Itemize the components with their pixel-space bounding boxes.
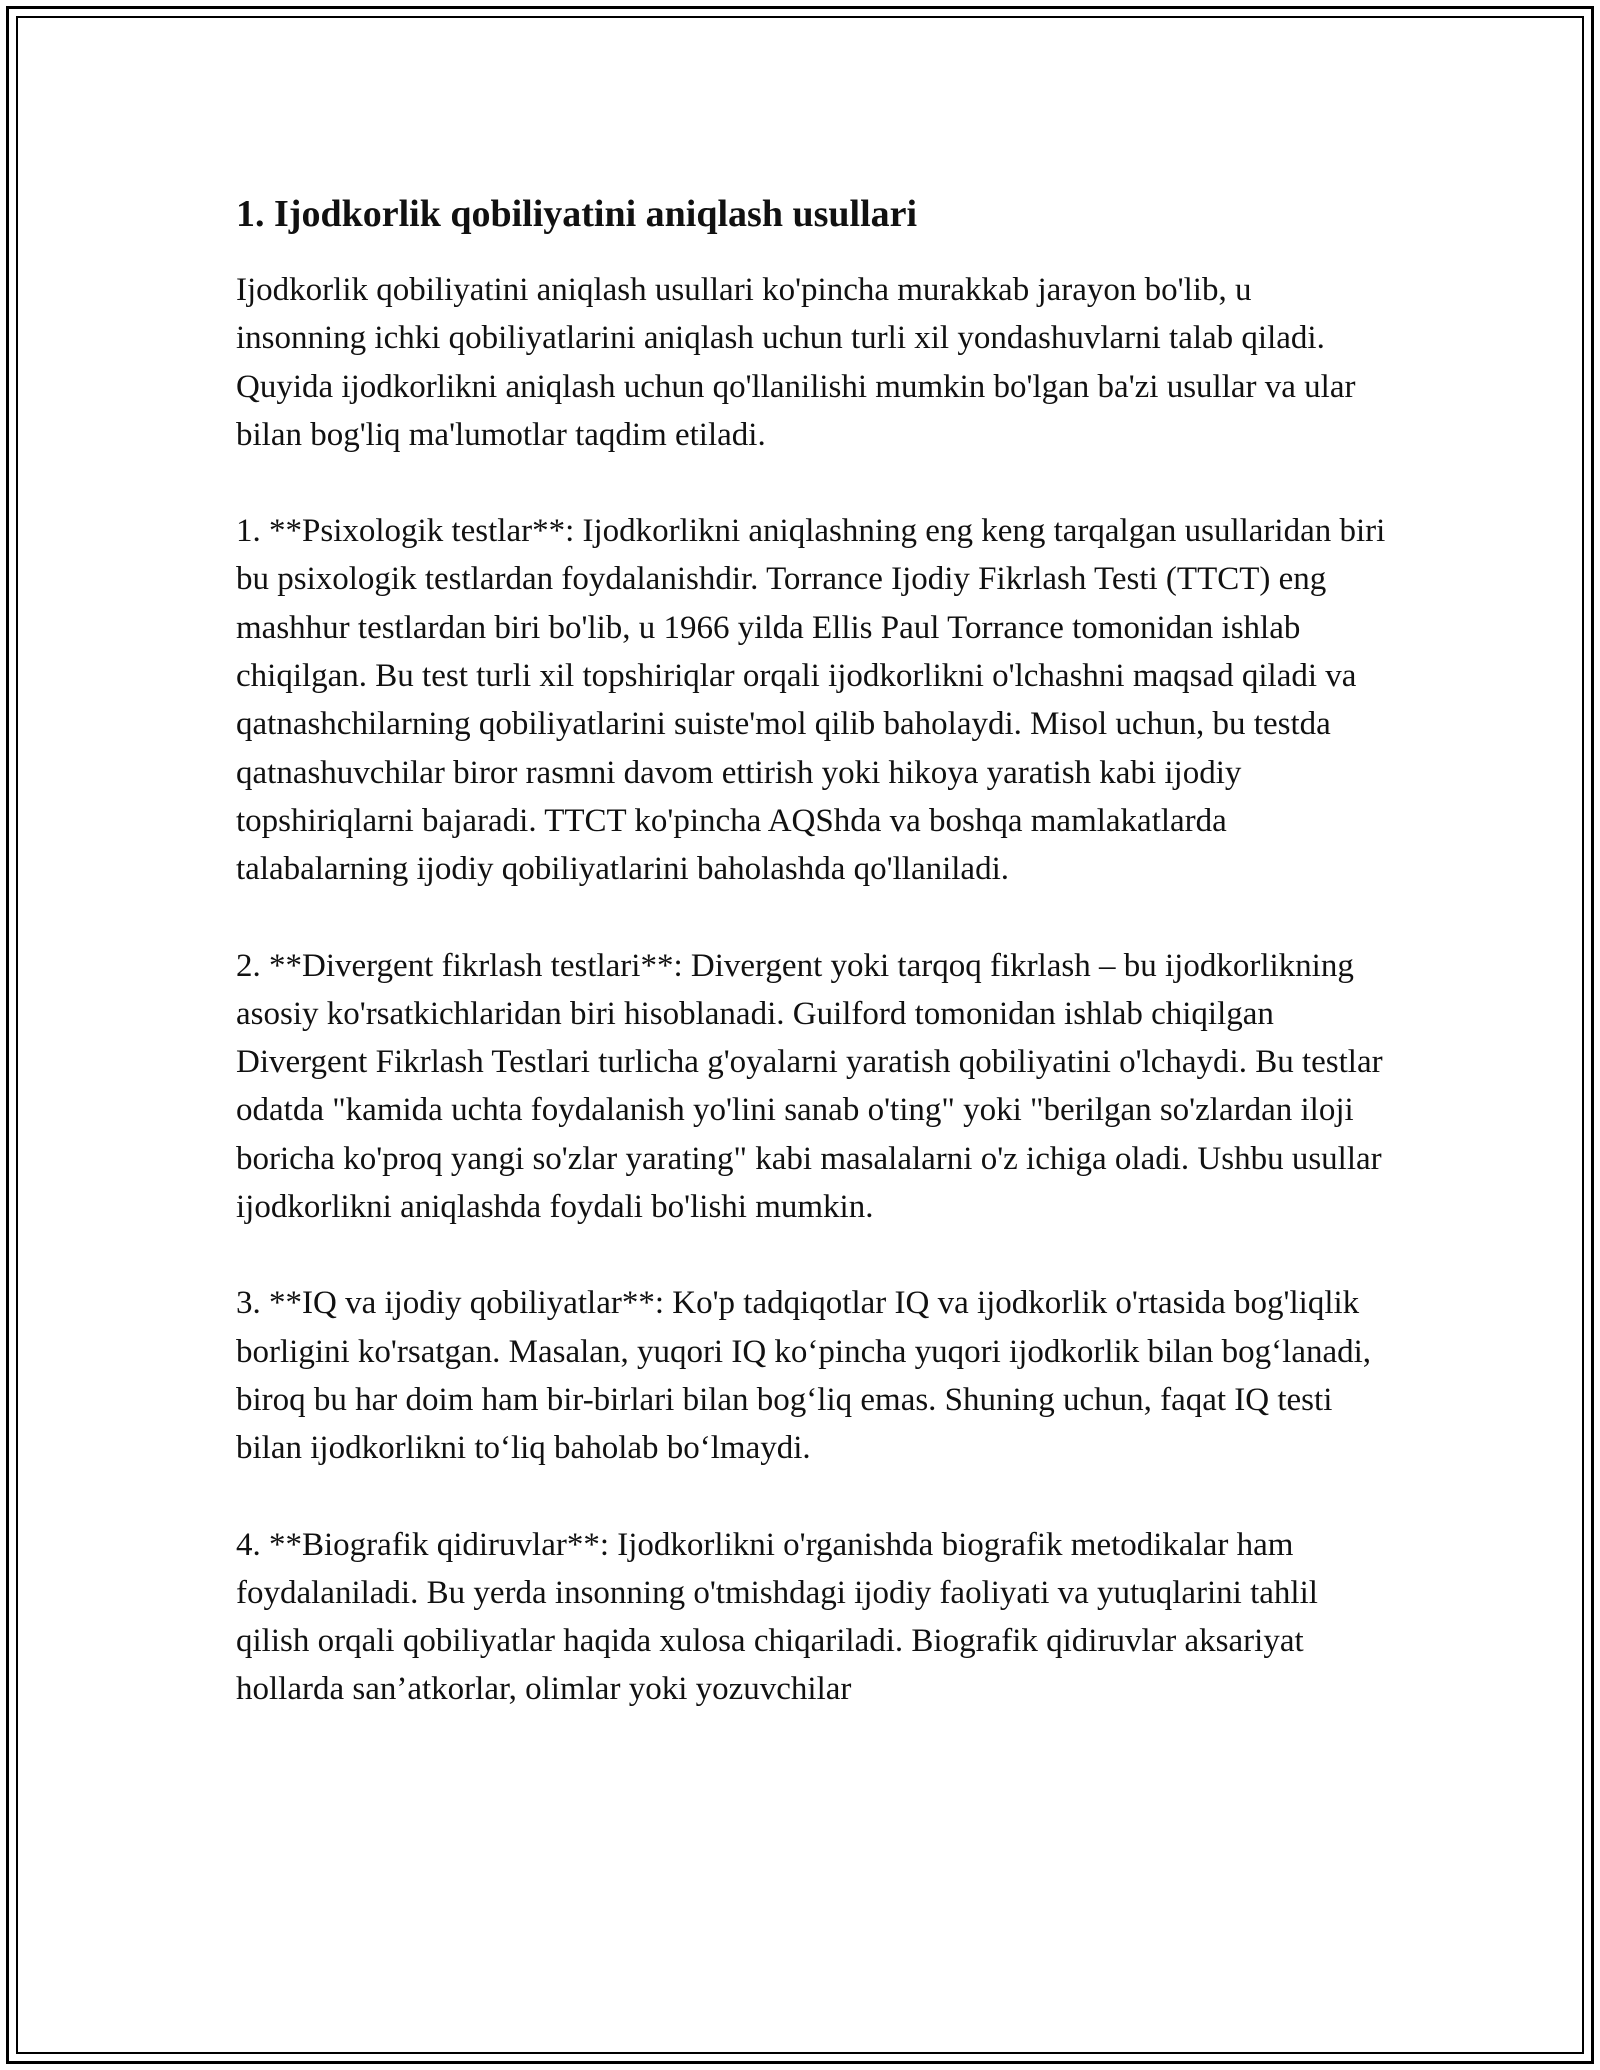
paragraph-biographical-research: 4. **Biografik qidiruvlar**: Ijodkorlikni o'rganishda biografik metodikalar ham foydalaniladi. Bu yerda insonning o'tmishdagi ijodiy faoliyati va yutuqlarini tahlil qilish orqali qobiliyatlar haqida xulosa chiqariladi. Biografik qidiruvlar aksariyat hollarda san’atkorlar, olimlar yoki yozuvchilar (236, 1526, 1318, 1708)
document-body (236, 188, 1386, 1714)
intro-paragraph: Ijodkorlik qobiliyatini aniqlash usullari ko'pincha murakkab jarayon bo'lib, u insonning ichki qobiliyatlarini aniqlash uchun turli xil yondashuvlarni talab qiladi. Quyida ijodkorlikni aniqlash uchun qo'llanilishi mumkin bo'lgan ba'zi usullar va ular bilan bog'liq ma'lumotlar taqdim etiladi. (236, 272, 1356, 453)
paragraph-psychological-tests: 1. **Psixologik testlar**: Ijodkorlikni aniqlashning eng keng tarqalgan usullaridan biri bu psixologik testlardan foydalanishdir. Torrance Ijodiy Fikrlash Testi (TTCT) eng mashhur testlardan biri bo'lib, u 1966 yilda Ellis Paul Torrance tomonidan ishlab chiqilgan. Bu test turli xil topshiriqlar orqali ijodkorlikni o'lchashni maqsad qiladi va qatnashchilarning qobiliyatlarini suiste'mol qilib baholaydi. Misol uchun, bu testda qatnashuvchilar biror rasmni davom ettirish yoki hikoya yaratish kabi ijodiy topshiriqlarni bajaradi. TTCT ko'pincha AQShda va boshqa mamlakatlarda talabalarning ijodiy qobiliyatlarini baholashda qo'llaniladi. (236, 513, 1386, 888)
paragraph-divergent-thinking: 2. **Divergent fikrlash testlari**: Divergent yoki tarqoq fikrlash – bu ijodkorlikning asosiy ko'rsatkichlaridan biri hisoblanadi. Guilford tomonidan ishlab chiqilgan Divergent Fikrlash Testlari turlicha g'oyalarni yaratish qobiliyatini o'lchaydi. Bu testlar odatda "kamida uchta foydalanish yo'lini sanab o'ting" yoki "berilgan so'zlardan iloji boricha ko'proq yangi so'zlar yarating" kabi masalalarni o'z ichiga oladi. Ushbu usullar ijodkorlikni aniqlashda foydali bo'lishi mumkin. (236, 947, 1383, 1226)
paragraph-iq-creativity: 3. **IQ va ijodiy qobiliyatlar**: Ko'p tadqiqotlar IQ va ijodkorlik o'rtasida bog'liqlik borligini ko'rsatgan. Masalan, yuqori IQ ko‘pincha yuqori ijodkorlik bilan bog‘lanadi, biroq bu har doim ham bir-birlari bilan bog‘liq emas. Shuning uchun, faqat IQ testi bilan ijodkorlikni to‘liq baholab bo‘lmaydi. (236, 1285, 1372, 1467)
section-heading: 1. Ijodkorlik qobiliyatini aniqlash usullari (236, 193, 918, 235)
